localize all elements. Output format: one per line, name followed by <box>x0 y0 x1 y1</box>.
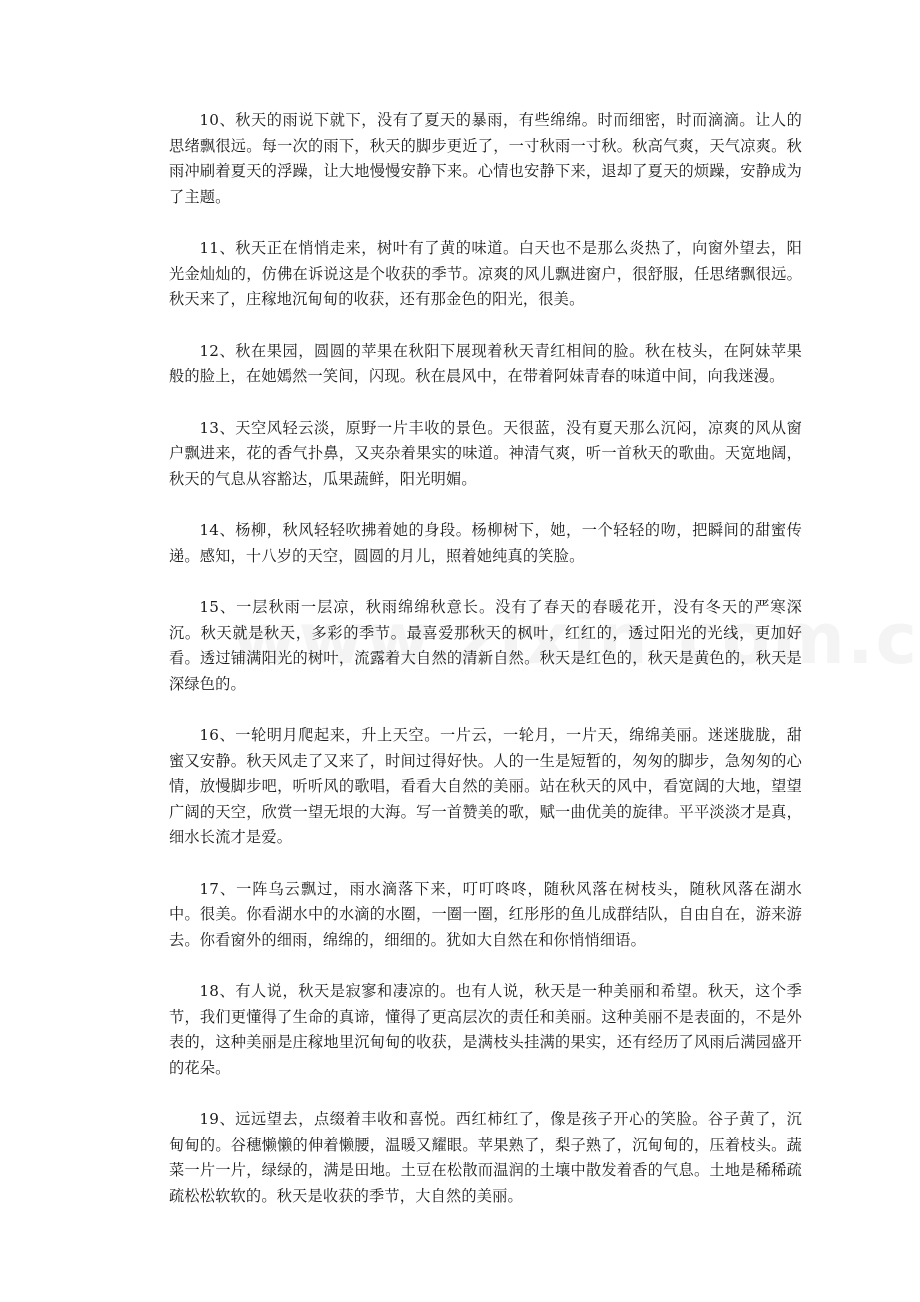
document-body <box>169 108 802 1235</box>
paragraph-11: 11、秋天正在悄悄走来，树叶有了黄的味道。白天也不是那么炎热了，向窗外望去，阳光金灿灿的，仿佛在诉说这是个收获的季节。凉爽的风儿飘进窗户，很舒服，任思绪飘很远。秋天来了，庄稼地沉甸甸的收获，还有那金色的阳光，很美。 <box>169 239 802 308</box>
paragraph-14: 14、杨柳，秋风轻轻吹拂着她的身段。杨柳树下，她，一个轻轻的吻，把瞬间的甜蜜传递。感知，十八岁的天空，圆圆的月儿，照着她纯真的笑脸。 <box>169 521 802 565</box>
paragraph-19: 19、远远望去，点缀着丰收和喜悦。西红柿红了，像是孩子开心的笑脸。谷子黄了，沉甸甸的。谷穗懒懒的伸着懒腰，温暖又耀眼。苹果熟了，梨子熟了，沉甸甸的，压着枝头。蔬菜一片一片，绿绿的，满是田地。土豆在松散而温润的土壤中散发着香的气息。土地是稀稀疏疏松松软软的。秋天是收获的季节，大自然的美丽。 <box>169 1110 802 1205</box>
paragraph-15: 15、一层秋雨一层凉，秋雨绵绵秋意长。没有了春天的春暖花开，没有冬天的严寒深沉。秋天就是秋天，多彩的季节。最喜爱那秋天的枫叶，红红的，透过阳光的光线，更加好看。透过铺满阳光的树叶，流露着大自然的清新自然。秋天是红色的，秋天是黄色的，秋天是深绿色的。 <box>169 598 802 693</box>
paragraph-12: 12、秋在果园，圆圆的苹果在秋阳下展现着秋天青红相间的脸。秋在枝头，在阿妹苹果般的脸上，在她嫣然一笑间，闪现。秋在晨风中，在带着阿妹青春的味道中间，向我迷漫。 <box>169 341 802 385</box>
paragraph-17: 17、一阵乌云飘过，雨水滴落下来，叮叮咚咚，随秋风落在树枝头，随秋风落在湖水中。很美。你看湖水中的水滴的水圈，一圈一圈，红彤彤的鱼儿成群结队，自由自在，游来游去。你看窗外的细雨，绵绵的，细细的。犹如大自然在和你悄悄细语。 <box>169 879 802 949</box>
paragraph-13: 13、天空风轻云淡，原野一片丰收的景色。天很蓝，没有夏天那么沉闷，凉爽的风从窗户飘进来，花的香气扑鼻，又夹杂着果实的味道。神清气爽，听一首秋天的歌曲。天宽地阔，秋天的气息从容豁达，瓜果蔬鲜，阳光明媚。 <box>169 418 802 488</box>
paragraph-18: 18、有人说，秋天是寂寥和凄凉的。也有人说，秋天是一种美丽和希望。秋天，这个季节，我们更懂得了生命的真谛，懂得了更高层次的责任和美丽。这种美丽不是表面的，不是外表的，这种美丽是庄稼地里沉甸甸的收获，是满枝头挂满的果实，还有经历了风雨后满园盛开的花朵。 <box>169 982 802 1077</box>
paragraph-16: 16、一轮明月爬起来，升上天空。一片云，一轮月，一片天，绵绵美丽。迷迷胧胧，甜蜜又安静。秋天风走了又来了，时间过得好快。人的一生是短暂的，匆匆的脚步，急匆匆的心情，放慢脚步吧，听听风的歌唱，看看大自然的美丽。站在秋天的风中，看宽阔的大地，望望广阔的天空，欣赏一望无垠的大海。写一首赞美的歌，赋一曲优美的旋律。平平淡淡才是真，细水长流才是爱。 <box>169 726 802 846</box>
paragraph-10: 10、秋天的雨说下就下，没有了夏天的暴雨，有些绵绵。时而细密，时而滴滴。让人的思绪飘很远。每一次的雨下，秋天的脚步更近了，一寸秋雨一寸秋。秋高气爽，天气凉爽。秋雨冲刷着夏天的浮躁，让大地慢慢安静下来。心情也安静下来，退却了夏天的烦躁，安静成为了主题。 <box>169 111 802 206</box>
